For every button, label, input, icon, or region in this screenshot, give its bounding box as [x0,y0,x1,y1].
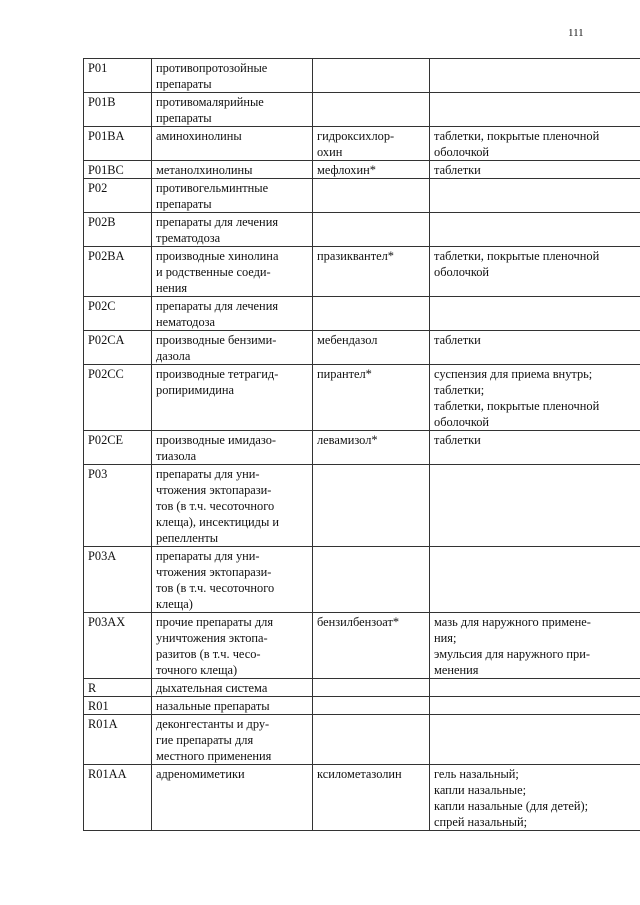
table-row [84,547,640,613]
dosage-form-cell [430,297,640,331]
pharmacological-group-cell: производные бензими- дазола [152,331,313,365]
drug-name-cell [313,297,430,331]
dosage-form-cell [430,697,640,715]
drug-name-cell [313,697,430,715]
dosage-form-cell: мазь для наружного примене- ния; эмульсия для наружного при- менения [430,613,640,679]
table-row [84,247,640,297]
table-row [84,161,640,179]
dosage-form-cell [430,465,640,547]
drug-name-cell: празиквантел* [313,247,430,297]
drug-name-cell: пирантел* [313,365,430,431]
table-row [84,431,640,465]
table-row [84,213,640,247]
pharmacological-group-cell: препараты для уни- чтожения эктопарази- тов (в т.ч. чесоточного клеща) [152,547,313,613]
dosage-form-cell: таблетки [430,161,640,179]
dosage-form-cell: таблетки, покрытые пленочной оболочкой [430,247,640,297]
pharmacological-group-cell: препараты для уни- чтожения эктопарази- тов (в т.ч. чесоточного клеща), инсектициды и репелленты [152,465,313,547]
table-row [84,179,640,213]
table-row [84,93,640,127]
drug-name-cell: левамизол* [313,431,430,465]
drug-name-cell [313,93,430,127]
pharmacological-group-cell: противогельминтные препараты [152,179,313,213]
atc-code-cell: P01B [84,93,152,127]
atc-code-cell: P02 [84,179,152,213]
atc-code-cell: R01AA [84,765,152,831]
dosage-form-cell [430,179,640,213]
drug-name-cell: бензилбензоат* [313,613,430,679]
atc-code-cell: P02CE [84,431,152,465]
drug-name-cell [313,59,430,93]
atc-code-cell: P01BA [84,127,152,161]
table-row [84,697,640,715]
drug-name-cell: мебендазол [313,331,430,365]
drug-name-cell [313,465,430,547]
dosage-form-cell [430,679,640,697]
dosage-form-cell: таблетки [430,431,640,465]
table-row [84,127,640,161]
table-row [84,59,640,93]
atc-code-cell: P02CA [84,331,152,365]
pharmacological-group-cell: производные имидазо- тиазола [152,431,313,465]
atc-code-cell: P01BC [84,161,152,179]
dosage-form-cell [430,213,640,247]
atc-code-cell: R01A [84,715,152,765]
page-number: 111 [568,27,584,39]
drug-name-cell [313,547,430,613]
pharmacological-group-cell: адреномиметики [152,765,313,831]
pharmacological-group-cell: производные хинолина и родственные соеди- нения [152,247,313,297]
atc-code-cell: P02BA [84,247,152,297]
atc-code-cell: P01 [84,59,152,93]
pharmacological-group-cell: прочие препараты для уничтожения эктопа- разитов (в т.ч. чесо- точного клеща) [152,613,313,679]
dosage-form-cell: суспензия для приема внутрь; таблетки; таблетки, покрытые пленочной оболочкой [430,365,640,431]
table-row [84,715,640,765]
table-row [84,297,640,331]
atc-code-cell: P02CC [84,365,152,431]
dosage-form-cell [430,59,640,93]
table-body [84,59,640,831]
atc-code-cell: P02C [84,297,152,331]
atc-code-cell: P03 [84,465,152,547]
pharmacological-group-cell: препараты для лечения нематодоза [152,297,313,331]
table-row [84,331,640,365]
atc-code-cell: R01 [84,697,152,715]
pharmacological-group-cell: метанолхинолины [152,161,313,179]
table-row [84,613,640,679]
atc-code-cell: R [84,679,152,697]
dosage-form-cell: гель назальный; капли назальные; капли назальные (для детей); спрей назальный; [430,765,640,831]
pharmacological-group-cell: противомалярийные препараты [152,93,313,127]
table-row [84,765,640,831]
dosage-form-cell [430,547,640,613]
drug-name-cell: гидроксихлор- охин [313,127,430,161]
drug-name-cell [313,715,430,765]
pharmacological-group-cell: аминохинолины [152,127,313,161]
pharmacological-group-cell: назальные препараты [152,697,313,715]
pharmacological-group-cell: деконгестанты и дру- гие препараты для местного применения [152,715,313,765]
drug-name-cell [313,179,430,213]
pharmacological-group-cell: противопротозойные препараты [152,59,313,93]
table-row [84,679,640,697]
drug-table [83,58,640,831]
atc-code-cell: P03AX [84,613,152,679]
drug-name-cell: ксилометазолин [313,765,430,831]
pharmacological-group-cell: препараты для лечения трематодоза [152,213,313,247]
table-row [84,465,640,547]
drug-name-cell [313,213,430,247]
table-row [84,365,640,431]
dosage-form-cell [430,93,640,127]
drug-name-cell: мефлохин* [313,161,430,179]
dosage-form-cell [430,715,640,765]
atc-code-cell: P03A [84,547,152,613]
pharmacological-group-cell: дыхательная система [152,679,313,697]
atc-code-cell: P02B [84,213,152,247]
pharmacological-group-cell: производные тетрагид- ропиримидина [152,365,313,431]
drug-name-cell [313,679,430,697]
dosage-form-cell: таблетки, покрытые пленочной оболочкой [430,127,640,161]
dosage-form-cell: таблетки [430,331,640,365]
